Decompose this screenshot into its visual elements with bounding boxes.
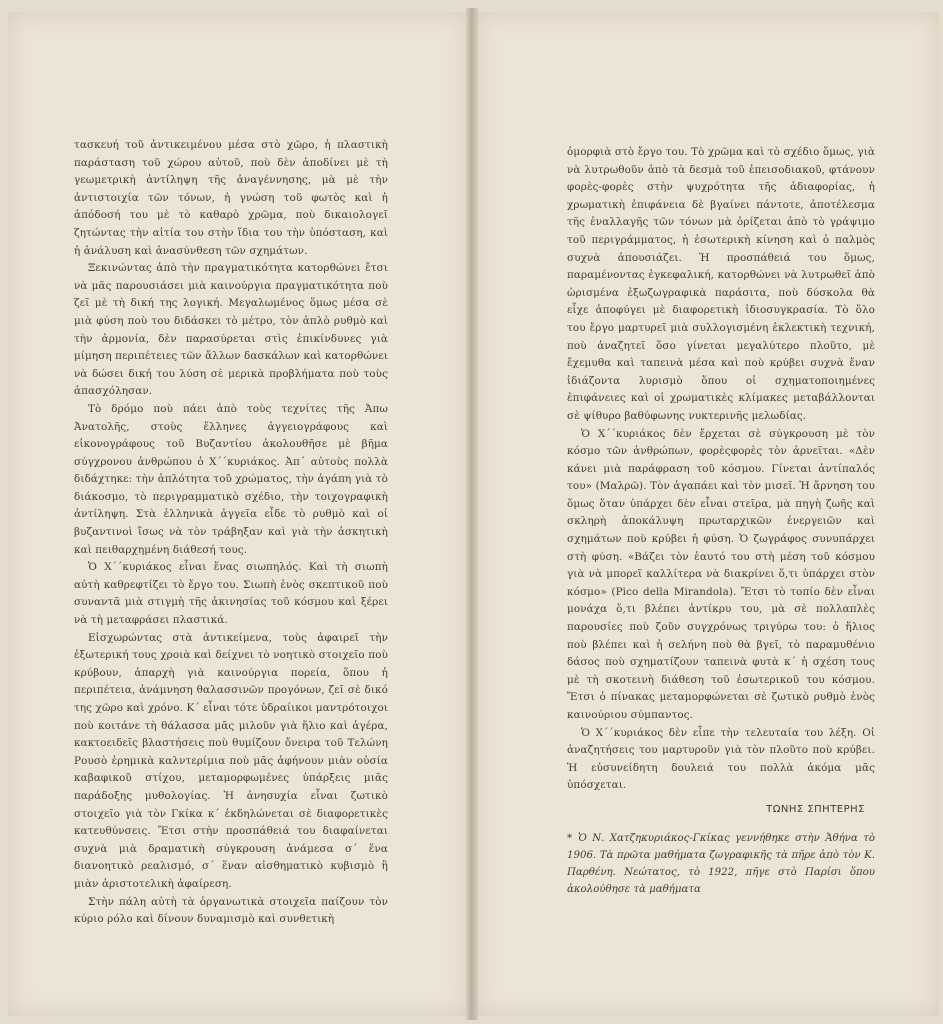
- paragraph: Στὴν πάλη αὐτὴ τὰ ὀργανωτικὰ στοιχεῖα παίζουν τὸν κύριο ρόλο καὶ δίνουν δυναμισμὸ καὶ συνθετικὴ: [74, 895, 388, 926]
- left-text-column: [74, 137, 388, 929]
- paragraph: Ὁ Χ΄΄κυριάκος δὲν εἶπε τὴν τελευταία του λέξη. Οἱ ἀναζητήσεις του μαρτυροῦν γιὰ τὸν πλοῦτο ποὺ κρύβει. Ἡ εὐσυνείδητη δουλειά του πολλὰ ἀκόμα μᾶς ὑπόσχεται.: [567, 726, 875, 792]
- paragraph: τασκευή τοῦ ἀντικειμένου μέσα στὸ χῶρο, ἡ πλαστικὴ παράσταση τοῦ χώρου αὐτοῦ, ποὺ δὲν ἀποδίνει μὲ τὴ γεωμετρικὴ ἀντίληψη τῆς ἀναγέννησης, μὰ μὲ τὴν ἀντιστοιχία τῶν τόνων, ἡ γνώση τοῦ φωτὸς καὶ ἡ ἀπόδοσή του μὲ τὸ καθαρὸ χρῶμα, ποὺ δικαιολογεῖ ζητώντας τὴν αἰτία του στὴν ἴδια του τὴν ὑπόσταση, καὶ ἡ ἀνάλυση καὶ ἀνασύνθεση τῶν σχημάτων.: [74, 139, 388, 257]
- paragraph: Ξεκινώντας ἀπὸ τὴν πραγματικότητα κατορθώνει ἔτσι νὰ μᾶς παρουσιάσει μιὰ καινούργια πραγματικότητα ποὺ ζεῖ μὲ τὴ δική της λογική. Μεγαλωμένος ὅμως μέσα σὲ μιὰ φύση ποὺ του διδάσκει τὸ μέτρο, τὸν ἁπλὸ ρυθμὸ καὶ τὴν ἁρμονία, δὲν παρασύρεται στὶς ἐπικίνδυνες γιὰ μίμηση περιπέτειες τῶν ἄλλων δασκάλων καὶ κατορθώνει νὰ δώσει δική του λύση σὲ μερικὰ προβλήματα ποὺ τοὺς ἀπασχόλησαν.: [74, 262, 388, 398]
- right-text-column: [567, 144, 875, 819]
- footnote-text: Ὁ Ν. Χατζηκυριάκος-Γκίκας γεννήθηκε στὴν Ἀθήνα τὸ 1906. Τὰ πρῶτα μαθήματα ζωγραφικῆς τὰ πῆρε ἀπὸ τὸν Κ. Παρθένη. Νεώτατος, τὸ 1922, πῆγε στὸ Παρίσι ὅπου ἀκολούθησε τὰ μαθήματα: [567, 833, 875, 895]
- paragraph: Ὁ Χ΄΄κυριάκος εἶναι ἕνας σιωπηλός. Καὶ τὴ σιωπὴ αὐτὴ καθρεφτίζει τὸ ἔργο του. Σιωπὴ ἑνὸς σκεπτικοῦ ποὺ συναντᾶ μιὰ στιγμὴ τῆς ἀκινησίας τοῦ κόσμου καὶ ξέρει νὰ τὴ μεταφράσει πλαστικά.: [74, 561, 388, 627]
- paragraph: Εἰσχωρώντας στὰ ἀντικείμενα, τοὺς ἀφαιρεῖ τὴν ἐξωτερική τους χροιὰ καὶ δείχνει τὸ νοητικὸ στοιχεῖο ποὺ κρύβουν, ἀπαρχὴ γιὰ καινούργια πορεία, ὅπου ἡ περιπέτεια, ἀνάμνηση θαλασσινῶν προγόνων, ζεῖ σὲ δικό της χῶρο καὶ χρόνο. Κ΄ εἶναι τότε ὑδραίικοι μαντρότοιχοι ποὺ κοιτάνε τὴ θάλασσα μᾶς μιλοῦν γιὰ ἥλιο καὶ ἀγέρα, κακτοειδεῖς βλαστήσεις ποὺ θυμίζουν ὄνειρα τοῦ Τελώνη Ρουσὸ ἐρημικὰ καλντερίμια ποὺ μᾶς ἀφήνουν μιὰν οὐσία καβαφικοῦ στίχου, μεταμορφωμένες ὑπάρξεις μιᾶς παράδοξης μυθολογίας. Ἡ ἀνησυχία εἶναι ζωτικὸ στοιχεῖο γιὰ τὸν Γκίκα κ΄ ἐκδηλώνεται σὲ διαφορετικὲς κατευθύνσεις. Ἔτσι στὴν προσπάθειά του διαφαίνεται συχνὰ μιὰ δραματικὴ σύγκρουση ἀνάμεσα σ΄ ἕνα διανοητικὸ ρεαλισμό, σ΄ ἕναν αἰσθηματικὸ κυβισμὸ ἢ μιὰν ἀριστοτελικὴ ἀφαίρεση.: [74, 631, 388, 890]
- footnote: [567, 830, 875, 898]
- author-signature: ΤΩΝΗΣ ΣΠΗΤΕΡΗΣ: [766, 803, 865, 815]
- page-gutter: [466, 8, 478, 1020]
- footnote-mark: *: [567, 833, 573, 844]
- paragraph: Τὸ δρόμο ποὺ πάει ἀπὸ τοὺς τεχνίτες τῆς Ἀπω Ἀνατολῆς, στοὺς ἕλληνες ἀγγειογράφους καὶ εἰκονογράφους τοῦ Βυζαντίου ἀκολουθῆσε μὲ βῆμα σύγχρονου ἀνθρώπου ὁ Χ΄΄κυριάκος. Ἀπ΄ αὐτοὺς πολλὰ διδάχτηκε: τὴν ἁπλότητα τοῦ χρώματος, τὴν ἀγάπη γιὰ τὸ διάκοσμο, τὸ περιγραμματικὸ σχέδιο, τὴν τοιχογραφικὴ ἀντίληψη. Στὰ ἑλληνικὰ ἀγγεῖα εἶδε τὸ ρυθμὸ καὶ οἱ βυζαντινοὶ ἴσως νὰ τὸν τράβηξαν καὶ γιὰ τὴν ἀσκητικὴ καὶ πειθαρχημένη διάθεσή τους.: [74, 402, 388, 556]
- paragraph: Ὁ Χ΄΄κυριάκος δὲν ἔρχεται σὲ σύγκρουση μὲ τὸν κόσμο τῶν ἀνθρώπων, φορὲςφορὲς τὸν ἀρνεῖται. «Δὲν κάνει μιὰ παράφραση τοῦ κόσμου. Γίνεται ἀντίπαλός του» (Μαλρῶ). Τὸν ἀγαπάει καὶ τὸν μισεῖ. Ἡ ἄρνηση του ὅμως ὅταν ὑπάρχει δὲν εἶναι στεῖρα, μὰ πηγὴ ζωῆς καὶ σκληρὴ ἀποκάλυψη πρωταρχικῶν ἐνεργειῶν καὶ σχημάτων ποὺ κρύβει ἡ φύση. Ὁ ζωγράφος συνυπάρχει στὴ φύση. «Βάζει τὸν ἑαυτό του στὴ μέση τοῦ κόσμου γιὰ νὰ μπορεῖ καλλίτερα νὰ διακρίνει ὅ,τι ὑπάρχει στὸν κόσμο» (Pico della Mirandola). Ἔτσι τὸ τοπίο δὲν εἶναι μονάχα ὅ,τι βλέπει ἀντίκρυ του, μὰ σὲ πολλαπλὲς παρουσίες ποὺ ζοῦν συγχρόνως τριγύρω του: ὁ ἥλιος ποὺ βλέπει καὶ ἡ σελήνη ποὺ θὰ βγεῖ, τὸ παραμυθένιο δάσος ποὺ σχηματίζουν ταπεινὰ φυτὰ κ΄ ἡ σχέση τους μὲ τὴ σκοτεινὴ διάθεση τοῦ ἐσωτερικοῦ του κόσμου. Ἔτσι ὁ πίνακας μεταμορφώνεται σὲ ζωτικὸ ρυθμὸ ἑνὸς καινούριου σύμπαντος.: [567, 427, 875, 721]
- paragraph: ὀμορφιὰ στὸ ἔργο του. Τὸ χρῶμα καὶ τὸ σχέδιο ὅμως, γιὰ νὰ λυτρωθοῦν ἀπὸ τὰ δεσμὰ τοῦ ἐπεισοδιακοῦ, φτάνουν φορὲς-φορὲς στὴν ψυχρότητα τῆς ἀδιαφορίας, ἡ χρωματικὴ ἐπιφάνεια δὲ βγαίνει πάντοτε, ἀποτέλεσμα τῆς ἐναλλαγῆς τῶν τόνων μὰ ὁρίζεται ἀπὸ τὸ γράψιμο τοῦ περιγράμματος, ἡ ἐσωτερικὴ κίνηση καὶ ὁ παλμὸς συχνὰ ἀπουσιάζει. Ἡ προσπάθειά του ὅμως, παραμένοντας ἐγκεφαλική, κατορθώνει νὰ λυτρωθεῖ ἀπὸ ὡρισμένα ἐξωζωγραφικὰ παράσιτα, ποὺ δύσκολα θὰ εἶχε ἀποφύγει μὲ διαφορετικὴ ἰδιοσυγκρασία. Τὸ ὅλο του ἔργο μαρτυρεῖ μιὰ συλλογισμένη ἐκλεκτικὴ τεχνική, ποὺ ἀναζητεῖ ὅσο γίνεται μεγαλύτερο πλοῦτο, μὲ ἔχεμυθα καὶ ταπεινὰ μέσα καὶ ποὺ κρύβει συχνὰ ἕναν ἰδιάζοντα λυρισμὸ ὅπου οἱ σχηματοποιημένες ἐπιφάνειες καὶ οἱ χρωματικὲς κλίμακες μεταβάλλονται σὲ ψίθυρο βαθύφωνης νυκτερινῆς μελωδίας.: [567, 146, 875, 422]
